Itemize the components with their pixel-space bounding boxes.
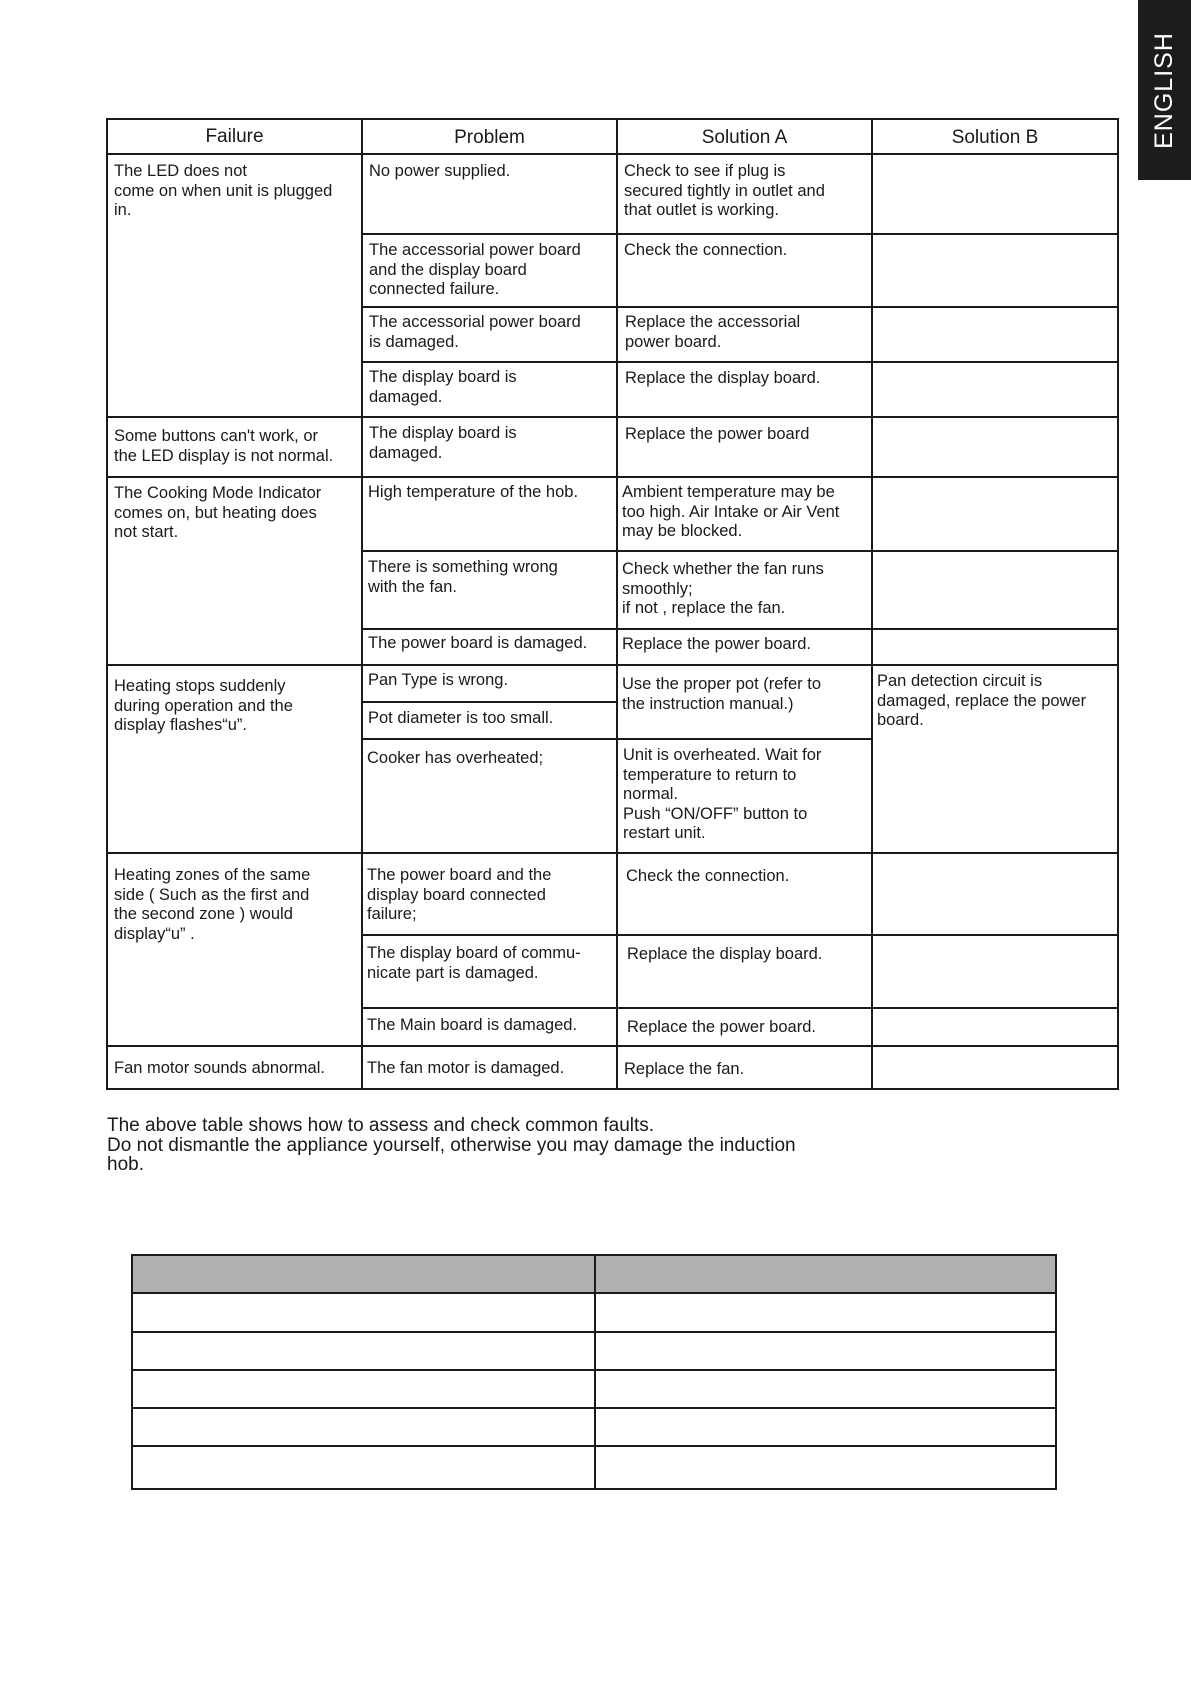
solution-a-cell: Unit is overheated. Wait for temperature to return to normal. Push “ON/OFF” button to restart unit. — [623, 746, 822, 842]
row-divider — [106, 852, 1119, 854]
blank-table-column-divider — [594, 1256, 596, 1488]
language-label: ENGLISH — [1150, 31, 1179, 149]
failure-cell: Heating stops suddenly during operation and the display flashes“u”. — [114, 677, 293, 734]
table-border-left — [106, 118, 108, 1090]
solution-a-cell: Check whether the fan runs smoothly; if not , replace the fan. — [622, 560, 824, 617]
problem-cell: The fan motor is damaged. — [367, 1059, 565, 1077]
failure-cell: Heating zones of the same side ( Such as the first and the second zone ) would display“u” . — [114, 866, 311, 943]
row-divider — [106, 664, 1119, 666]
column-divider-1 — [361, 118, 363, 1090]
failure-cell: The LED does not come on when unit is plugged in. — [114, 162, 333, 219]
header-solution-b: Solution B — [951, 127, 1039, 148]
problem-cell: The Main board is damaged. — [367, 1016, 578, 1034]
header-problem: Problem — [454, 127, 525, 148]
row-divider — [106, 476, 1119, 478]
failure-cell: The Cooking Mode Indicator comes on, but heating does not start. — [114, 484, 322, 541]
blank-table — [131, 1254, 1057, 1490]
problem-cell: The accessorial power board is damaged. — [369, 313, 581, 351]
subrow-divider — [361, 1007, 1119, 1009]
subrow-divider — [361, 738, 873, 740]
solution-a-cell: Use the proper pot (refer to the instruction manual.) — [622, 675, 822, 713]
solution-a-cell: Replace the power board. — [627, 1018, 816, 1036]
table-border-bottom — [106, 1088, 1119, 1090]
problem-cell: Cooker has overheated; — [367, 749, 544, 767]
solution-b-cell: Pan detection circuit is damaged, replace the power board. — [877, 672, 1087, 729]
subrow-divider — [361, 361, 1119, 363]
problem-cell: Pot diameter is too small. — [368, 709, 554, 727]
footnote-line: Do not dismantle the appliance yourself, otherwise you may damage the induction — [107, 1134, 796, 1156]
footnote — [107, 1116, 867, 1175]
problem-cell: The power board and the display board connected failure; — [367, 866, 552, 923]
problem-cell: The display board of commu- nicate part is damaged. — [367, 944, 581, 982]
row-divider — [106, 1045, 1119, 1047]
solution-a-cell: Check the connection. — [626, 867, 790, 885]
column-divider-3 — [871, 118, 873, 1090]
subrow-divider — [361, 701, 618, 703]
table-border-top — [106, 118, 1119, 120]
solution-a-cell: Replace the power board. — [622, 635, 811, 653]
solution-a-cell: Replace the fan. — [624, 1060, 745, 1078]
problem-cell: High temperature of the hob. — [368, 483, 579, 501]
header-solution-a: Solution A — [701, 127, 788, 148]
table-border-right — [1117, 118, 1119, 1090]
problem-cell: The display board is damaged. — [369, 424, 517, 462]
subrow-divider — [361, 306, 1119, 308]
subrow-divider — [361, 550, 1119, 552]
row-divider — [106, 416, 1119, 418]
solution-a-cell: Ambient temperature may be too high. Air Intake or Air Vent may be blocked. — [622, 483, 840, 540]
solution-a-cell: Replace the display board. — [625, 369, 821, 387]
problem-cell: There is something wrong with the fan. — [368, 558, 558, 596]
subrow-divider — [361, 233, 1119, 235]
problem-cell: The accessorial power board and the display board connected failure. — [369, 241, 581, 298]
footnote-line: hob. — [107, 1154, 144, 1175]
solution-a-cell: Replace the display board. — [627, 945, 823, 963]
column-divider-2 — [616, 118, 618, 1090]
problem-cell: Pan Type is wrong. — [368, 671, 509, 689]
problem-cell: No power supplied. — [369, 162, 511, 180]
solution-a-cell: Replace the accessorial power board. — [625, 313, 801, 351]
failure-cell: Fan motor sounds abnormal. — [114, 1059, 325, 1077]
language-tab — [1138, 0, 1191, 180]
solution-a-cell: Check to see if plug is secured tightly in outlet and that outlet is working. — [624, 162, 825, 219]
subrow-divider — [361, 934, 1119, 936]
subrow-divider — [361, 628, 1119, 630]
header-failure: Failure — [205, 126, 264, 147]
footnote-line: The above table shows how to assess and check common faults. — [107, 1115, 655, 1136]
header-divider — [106, 153, 1119, 155]
solution-a-cell: Replace the power board — [625, 425, 810, 443]
failure-cell: Some buttons can't work, or the LED display is not normal. — [114, 427, 334, 465]
problem-cell: The display board is damaged. — [369, 368, 517, 406]
solution-a-cell: Check the connection. — [624, 241, 788, 259]
problem-cell: The power board is damaged. — [368, 634, 588, 652]
